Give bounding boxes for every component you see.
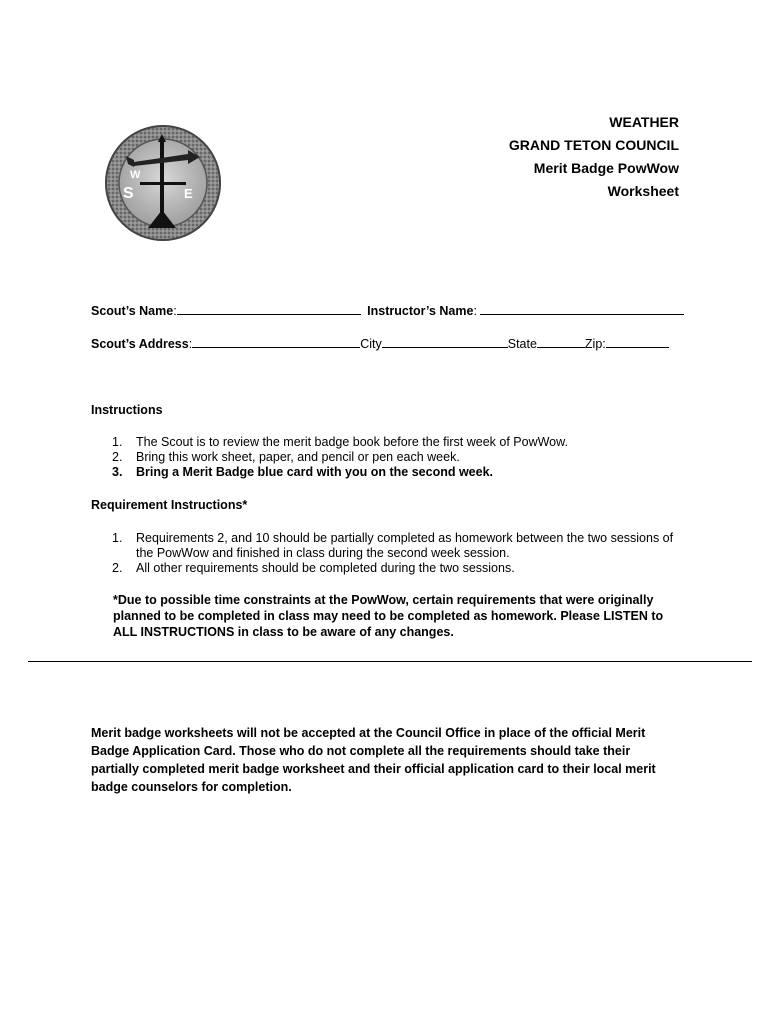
- title-event: Merit Badge PowWow: [533, 160, 679, 176]
- name-fields-row: [91, 303, 684, 318]
- instructions-list: [112, 435, 682, 480]
- list-number: 2.: [112, 450, 123, 464]
- colon: :: [173, 304, 177, 318]
- compass-letter-s: S: [123, 185, 134, 202]
- address-fields-row: [91, 336, 669, 351]
- requirement-instructions-heading: Requirement Instructions*: [91, 498, 248, 512]
- city-label: City: [360, 337, 382, 351]
- list-item: [112, 465, 682, 480]
- compass-letter-e: E: [184, 186, 193, 201]
- acceptance-notice: Merit badge worksheets will not be accepted at the Council Office in place of the official Merit Badge Application Card. Those who do not complete all the requirements should take their partially completed merit badge worksheet and their official application card to their local merit badge counselors for completion.: [91, 726, 656, 794]
- instructor-name-field[interactable]: [480, 303, 684, 315]
- city-field[interactable]: [382, 336, 508, 348]
- scout-name-field[interactable]: [177, 303, 361, 315]
- list-number: 3.: [112, 465, 123, 479]
- list-text: Bring this work sheet, paper, and pencil or pen each week.: [136, 450, 460, 464]
- divider: [28, 661, 752, 662]
- weather-merit-badge-icon: [104, 124, 222, 242]
- instructions-heading: Instructions: [91, 403, 163, 417]
- title-worksheet: Worksheet: [607, 183, 679, 199]
- list-text: The Scout is to review the merit badge book before the first week of PowWow.: [136, 435, 568, 449]
- scout-address-field[interactable]: [192, 336, 360, 348]
- scout-name-label: Scout’s Name: [91, 304, 174, 318]
- list-number: 2.: [112, 561, 123, 575]
- list-item: [112, 450, 682, 465]
- instructor-name-label: Instructor’s Name: [367, 304, 474, 318]
- list-item: [112, 531, 682, 561]
- list-text: Requirements 2, and 10 should be partially completed as homework between the two sessions of the PowWow and finished in class during the second week session.: [136, 531, 674, 560]
- list-text: Bring a Merit Badge blue card with you on the second week.: [136, 465, 494, 479]
- document-title-block: [509, 111, 679, 203]
- state-label: State: [507, 337, 537, 351]
- list-number: 1.: [112, 435, 123, 449]
- list-item: [112, 435, 682, 450]
- state-field[interactable]: [537, 336, 585, 348]
- time-constraints-note: *Due to possible time constraints at the PowWow, certain requirements that were originally planned to be completed in class may need to be completed as homework. Please LISTEN to ALL INSTRUCTIONS in class to be aware of any changes.: [113, 593, 664, 639]
- colon: :: [473, 304, 477, 318]
- zip-field[interactable]: [606, 336, 669, 348]
- title-weather: WEATHER: [609, 114, 679, 130]
- list-item: [112, 561, 682, 576]
- title-council: GRAND TETON COUNCIL: [508, 137, 679, 153]
- zip-label: Zip:: [584, 337, 606, 351]
- list-number: 1.: [112, 531, 123, 545]
- list-text: All other requirements should be completed during the two sessions.: [136, 561, 515, 575]
- requirement-instructions-list: [112, 531, 682, 576]
- colon: :: [188, 337, 193, 351]
- scout-address-label: Scout’s Address: [91, 337, 189, 351]
- compass-letter-w: W: [130, 169, 141, 181]
